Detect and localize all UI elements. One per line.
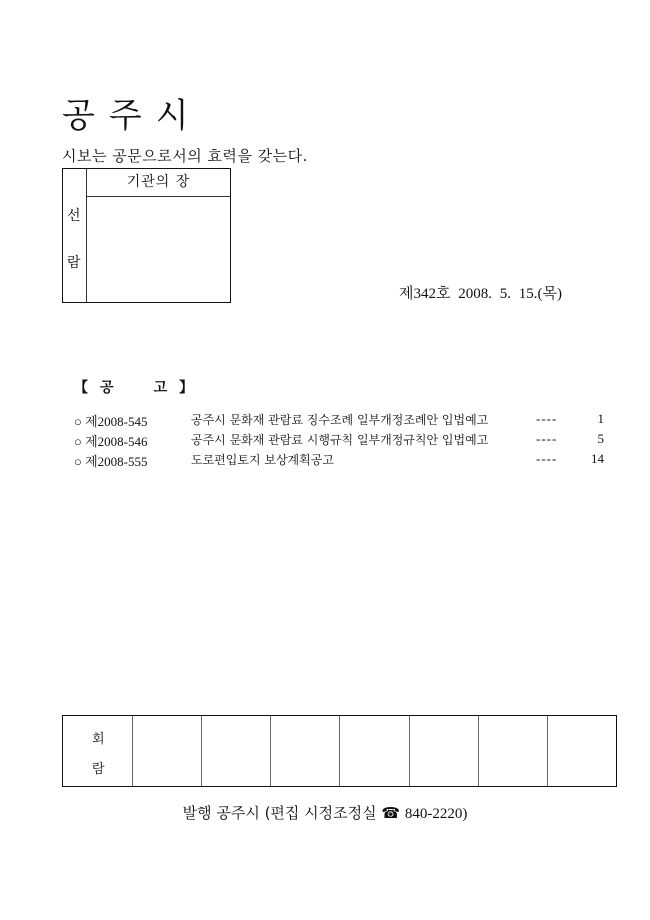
- review-side-label-2: 람: [67, 255, 81, 271]
- notice-title: 도로편입토지 보상계획공고: [191, 453, 334, 467]
- review-side-column: [63, 169, 87, 302]
- notice-leader: ----: [536, 431, 558, 446]
- footer-phone: 840-2220): [404, 806, 468, 822]
- page-title: 공주시: [62, 96, 203, 136]
- bracket-close: 】: [179, 380, 194, 396]
- footer: [0, 802, 650, 823]
- notice-page: 1: [597, 411, 604, 426]
- circulation-sign-cell: [132, 716, 201, 786]
- issue-info: 제342호 2008. 5. 15.(목): [399, 286, 562, 302]
- notice-row: [74, 411, 614, 431]
- review-box: [62, 168, 231, 303]
- notice-leader: ----: [536, 451, 558, 466]
- section-word-2: 고: [153, 380, 168, 396]
- bracket-open: 【: [74, 380, 88, 396]
- notice-title: 공주시 문화재 관람료 징수조례 일부개정조례안 입법예고: [191, 413, 489, 427]
- circulation-sign-cell: [478, 716, 547, 786]
- notice-row: [74, 451, 614, 471]
- bullet-icon: ○: [74, 454, 82, 469]
- notice-number: ○ 제2008-545: [74, 414, 148, 429]
- section-heading: [74, 377, 193, 397]
- circulation-sign-cell: [270, 716, 339, 786]
- phone-icon: ☎: [381, 804, 401, 822]
- notice-page: 5: [597, 431, 604, 446]
- review-header: 기관의 장: [87, 169, 230, 197]
- circulation-sign-cell: [547, 716, 616, 786]
- subtitle: 시보는 공문으로서의 효력을 갖는다.: [62, 147, 308, 165]
- circulation-table: [62, 715, 617, 787]
- notice-title: 공주시 문화재 관람료 시행규칙 일부개정규칙안 입법예고: [191, 433, 489, 447]
- bullet-icon: ○: [74, 434, 82, 449]
- circulation-label-cell: [63, 716, 132, 786]
- notice-number: ○ 제2008-546: [74, 434, 148, 449]
- notice-number: ○ 제2008-555: [74, 454, 148, 469]
- review-side-label-1: 선: [67, 208, 81, 224]
- footer-publisher: 발행 공주시 (편집 시정조정실: [182, 804, 377, 822]
- bullet-icon: ○: [74, 414, 82, 429]
- circulation-sign-cell: [201, 716, 270, 786]
- circulation-label-2: 람: [92, 762, 105, 777]
- circulation-sign-cell: [409, 716, 478, 786]
- section-word-1: 공: [100, 380, 114, 396]
- circulation-sign-cell: [339, 716, 408, 786]
- notice-leader: ----: [536, 411, 558, 426]
- circulation-label-1: 회: [92, 732, 105, 747]
- notice-page: 14: [591, 451, 604, 466]
- notice-row: [74, 431, 614, 451]
